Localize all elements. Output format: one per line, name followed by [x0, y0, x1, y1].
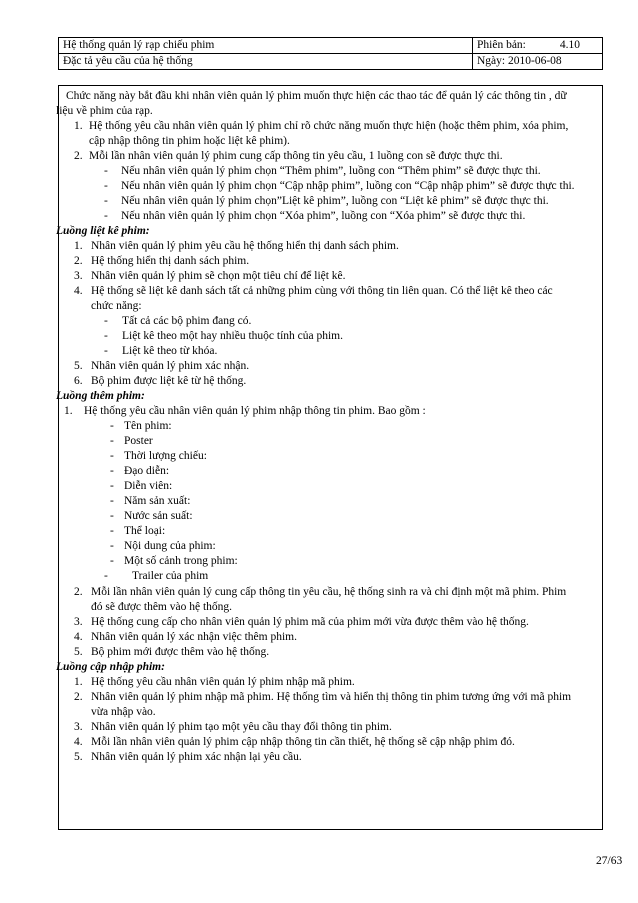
bullet-dash: - — [104, 195, 108, 207]
bullet-text: Liệt kê theo một hay nhiều thuộc tính của phim. — [122, 330, 344, 342]
bullet-dash: - — [110, 480, 114, 492]
step-text: Hệ thống sẽ liệt kê danh sách tất cả những phim cùng với thông tin liên quan. Có thể liệt kê theo các — [91, 285, 553, 297]
intro-text: Chức năng này bắt đầu khi nhân viên quản lý phim muốn thực hiện các thao tác để quản lý các thông tin , dữ — [66, 90, 567, 102]
step-number: 2. — [74, 150, 83, 162]
date-value: 2010-06-08 — [507, 55, 562, 67]
bullet-dash: - — [104, 180, 108, 192]
section-heading-list: Luồng liệt kê phim: — [56, 225, 150, 237]
step-text: Mỗi lần nhân viên quản lý cung cấp thông tin yêu cầu, hệ thống sinh ra và chỉ định một mã phim. Phim — [91, 586, 567, 598]
step-number: 6. — [74, 375, 83, 387]
step-text: Hệ thống yêu cầu nhân viên quản lý phim nhập mã phim. — [91, 676, 355, 688]
system-name: Hệ thống quản lý rạp chiếu phim — [59, 38, 473, 54]
movie-field: Thể loại: — [124, 525, 166, 537]
movie-field: Poster — [124, 435, 153, 447]
step-text: đó sẽ được thêm vào hệ thống. — [91, 601, 233, 613]
movie-field: Trailer của phim — [132, 570, 209, 582]
step-text: Nhân viên quản lý xác nhận việc thêm phim. — [91, 631, 297, 643]
bullet-text: Tất cả các bộ phim đang có. — [122, 315, 252, 327]
step-number: 2. — [74, 586, 83, 598]
step-number: 1. — [74, 676, 83, 688]
movie-field: Năm sản xuất: — [124, 495, 191, 507]
bullet-dash: - — [104, 210, 108, 222]
step-text: Nhân viên quản lý phim tạo một yêu cầu thay đổi thông tin phim. — [91, 721, 392, 733]
step-text: Hệ thống yêu cầu nhân viên quản lý phim chỉ rõ chức năng muốn thực hiện (hoặc thêm phim, xóa phim, — [89, 120, 569, 132]
step-number: 2. — [74, 255, 83, 267]
document-title: Đặc tả yêu cầu của hệ thống — [59, 54, 473, 70]
bullet-text: Nếu nhân viên quản lý phim chọn “Thêm phim”, luồng con “Thêm phim” sẽ được thực thi. — [121, 165, 541, 177]
movie-field: Một số cảnh trong phim: — [124, 555, 238, 567]
step-number: 5. — [74, 751, 83, 763]
step-number: 3. — [74, 616, 83, 628]
step-text: cập nhập thông tin phim hoặc liệt kê phim). — [89, 135, 290, 147]
step-number: 1. — [74, 240, 83, 252]
bullet-dash: - — [110, 540, 114, 552]
step-text: Nhân viên quản lý phim xác nhận. — [91, 360, 250, 372]
movie-field: Đạo diễn: — [124, 465, 170, 477]
movie-field: Tên phim: — [124, 420, 172, 432]
step-text: Hệ thống yêu cầu nhân viên quản lý phim nhập thông tin phim. Bao gồm : — [84, 405, 426, 417]
bullet-dash: - — [110, 435, 114, 447]
date-cell — [473, 54, 603, 70]
step-text: Nhân viên quản lý phim nhập mã phim. Hệ thống tìm và hiển thị thông tin phim tương ứng với mã phim — [91, 691, 572, 703]
step-number: 3. — [74, 270, 83, 282]
page-number: 27/63 — [596, 855, 623, 867]
bullet-dash: - — [104, 315, 108, 327]
bullet-dash: - — [110, 525, 114, 537]
step-text: Nhân viên quản lý phim yêu cầu hệ thống hiển thị danh sách phim. — [91, 240, 399, 252]
bullet-text: Liệt kê theo từ khóa. — [122, 345, 218, 357]
section-heading-update: Luồng cập nhập phim: — [56, 661, 165, 673]
bullet-dash: - — [110, 510, 114, 522]
step-text: vừa nhập vào. — [91, 706, 156, 718]
step-number: 2. — [74, 691, 83, 703]
step-number: 5. — [74, 360, 83, 372]
step-text: Hệ thống cung cấp cho nhân viên quản lý phim mã của phim mới vừa được thêm vào hệ thống. — [91, 616, 529, 628]
step-text: Mỗi lần nhân viên quản lý phim cập nhập thông tin cần thiết, hệ thống sẽ cập nhập phim đó. — [91, 736, 515, 748]
step-number: 5. — [74, 646, 83, 658]
step-number: 4. — [74, 285, 83, 297]
bullet-dash: - — [104, 330, 108, 342]
bullet-dash: - — [110, 450, 114, 462]
bullet-dash: - — [110, 420, 114, 432]
movie-field: Diễn viên: — [124, 480, 173, 492]
step-text: Bộ phim mới được thêm vào hệ thống. — [91, 646, 270, 658]
document-header-table — [58, 37, 603, 70]
step-number: 1. — [74, 120, 83, 132]
version-cell — [473, 38, 603, 54]
step-number: 1. — [64, 405, 73, 417]
version-value: 4.10 — [559, 39, 580, 51]
bullet-dash: - — [110, 495, 114, 507]
version-label: Phiên bản: — [477, 39, 526, 51]
step-text: Nhân viên quản lý phim xác nhận lại yêu cầu. — [91, 751, 302, 763]
bullet-dash: - — [104, 165, 108, 177]
date-label: Ngày: — [477, 55, 506, 67]
step-number: 4. — [74, 631, 83, 643]
step-text: chức năng: — [91, 300, 142, 312]
section-heading-add: Luồng thêm phim: — [56, 390, 145, 402]
intro-text: liệu về phim của rạp. — [56, 105, 153, 117]
bullet-dash: - — [110, 555, 114, 567]
bullet-dash: - — [110, 465, 114, 477]
step-text: Nhân viên quản lý phim sẽ chọn một tiêu chí để liệt kê. — [91, 270, 346, 282]
bullet-dash: - — [104, 570, 108, 582]
bullet-text: Nếu nhân viên quản lý phim chọn”Liệt kê phim”, luồng con “Liệt kê phim” sẽ được thực thi. — [121, 195, 549, 207]
step-number: 4. — [74, 736, 83, 748]
step-text: Mỗi lần nhân viên quản lý phim cung cấp thông tin yêu cầu, 1 luồng con sẽ được thực thi. — [89, 150, 503, 162]
bullet-text: Nếu nhân viên quản lý phim chọn “Xóa phim”, luồng con “Xóa phim” sẽ được thực thi. — [121, 210, 526, 222]
bullet-dash: - — [104, 345, 108, 357]
movie-field: Nội dung của phim: — [124, 540, 216, 552]
bullet-text: Nếu nhân viên quản lý phim chọn “Cập nhập phim”, luồng con “Cập nhập phim” sẽ được thực thi. — [121, 180, 575, 192]
step-number: 3. — [74, 721, 83, 733]
movie-field: Thời lượng chiếu: — [124, 450, 207, 462]
step-text: Bộ phim được liệt kê từ hệ thống. — [91, 375, 247, 387]
step-text: Hệ thống hiển thị danh sách phim. — [91, 255, 250, 267]
movie-field: Nước sản suất: — [124, 510, 193, 522]
